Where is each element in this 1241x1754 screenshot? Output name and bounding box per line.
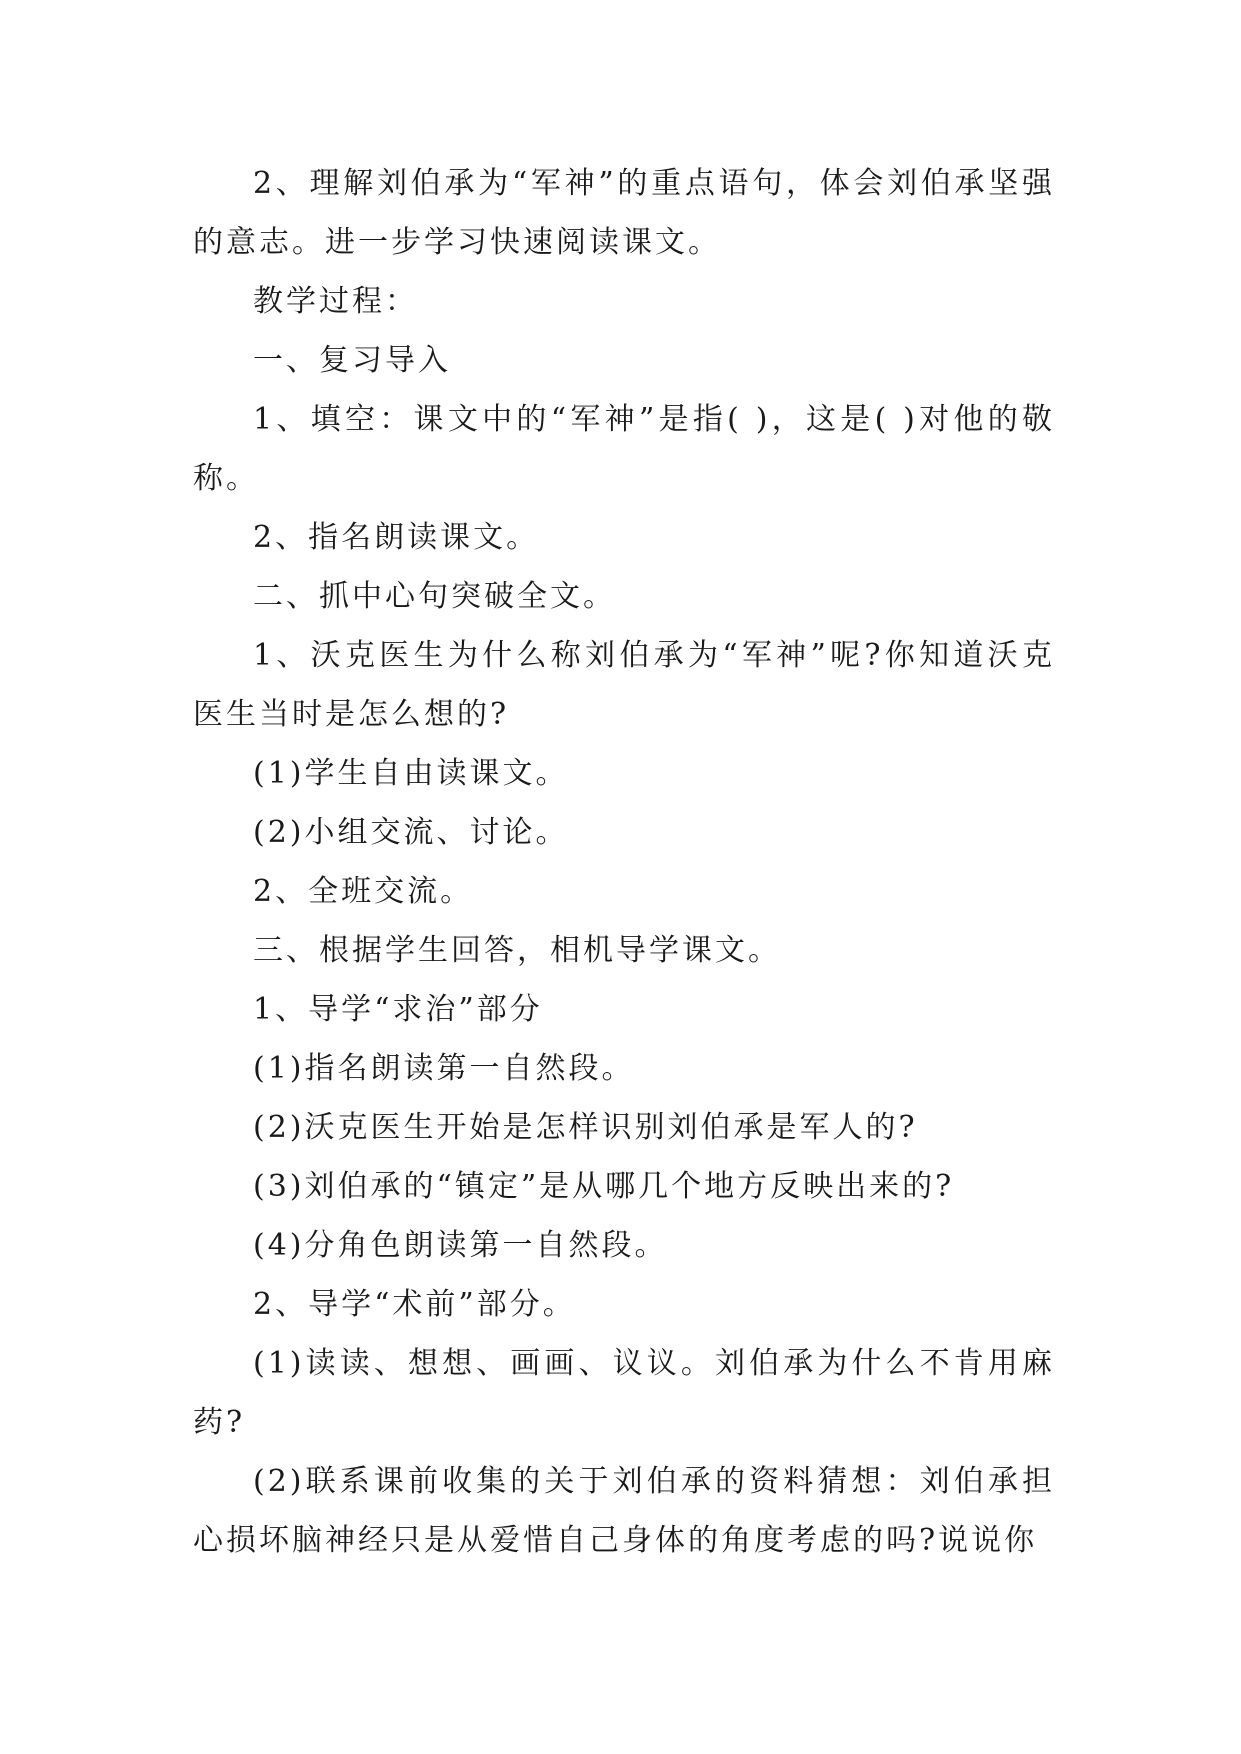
list-item-anesthesia-question: (1)读读、想想、画画、议议。刘伯承为什么不肯用麻药? (193, 1346, 1055, 1440)
section-heading-review: 一、复习导入 (253, 343, 451, 378)
list-item-identify-soldier: (2)沃克医生开始是怎样识别刘伯承是军人的? (253, 1110, 918, 1145)
paragraph-goal-2: 2、理解刘伯承为“军神”的重点语句，体会刘伯承坚强的意志。进一步学习快速阅读课文。 (193, 166, 1055, 260)
paragraph-question-junshen: 1、沃克医生为什么称刘伯承为“军神”呢?你知道沃克医生当时是怎么想的? (193, 638, 1055, 732)
section-heading-central-sentence: 二、抓中心句突破全文。 (253, 579, 616, 614)
list-item-group-discussion: (2)小组交流、讨论。 (253, 815, 569, 850)
list-item-calmness: (3)刘伯承的“镇定”是从哪几个地方反映出来的? (253, 1169, 955, 1204)
paragraph-fill-blank: 1、填空：课文中的“军神”是指( )，这是( )对他的敬称。 (193, 402, 1055, 496)
section-heading-guided-learning: 三、根据学生回答，相机导学课文。 (253, 933, 781, 968)
paragraph-read-aloud: 2、指名朗读课文。 (253, 520, 540, 555)
list-item-free-reading: (1)学生自由读课文。 (253, 756, 569, 791)
document-body (193, 154, 1055, 1570)
list-item-read-first-paragraph: (1)指名朗读第一自然段。 (253, 1051, 635, 1086)
list-item-role-reading: (4)分角色朗读第一自然段。 (253, 1228, 668, 1263)
list-item-research-guess: (2)联系课前收集的关于刘伯承的资料猜想：刘伯承担心损坏脑神经只是从爱惜自己身体的角度考虑的吗?说说你 (193, 1464, 1055, 1558)
paragraph-teaching-process: 教学过程： (253, 284, 418, 319)
subsection-heading-qiuzhi: 1、导学“求治”部分 (253, 992, 543, 1027)
paragraph-class-exchange: 2、全班交流。 (253, 874, 474, 909)
subsection-heading-shuqian: 2、导学“术前”部分。 (253, 1287, 576, 1322)
